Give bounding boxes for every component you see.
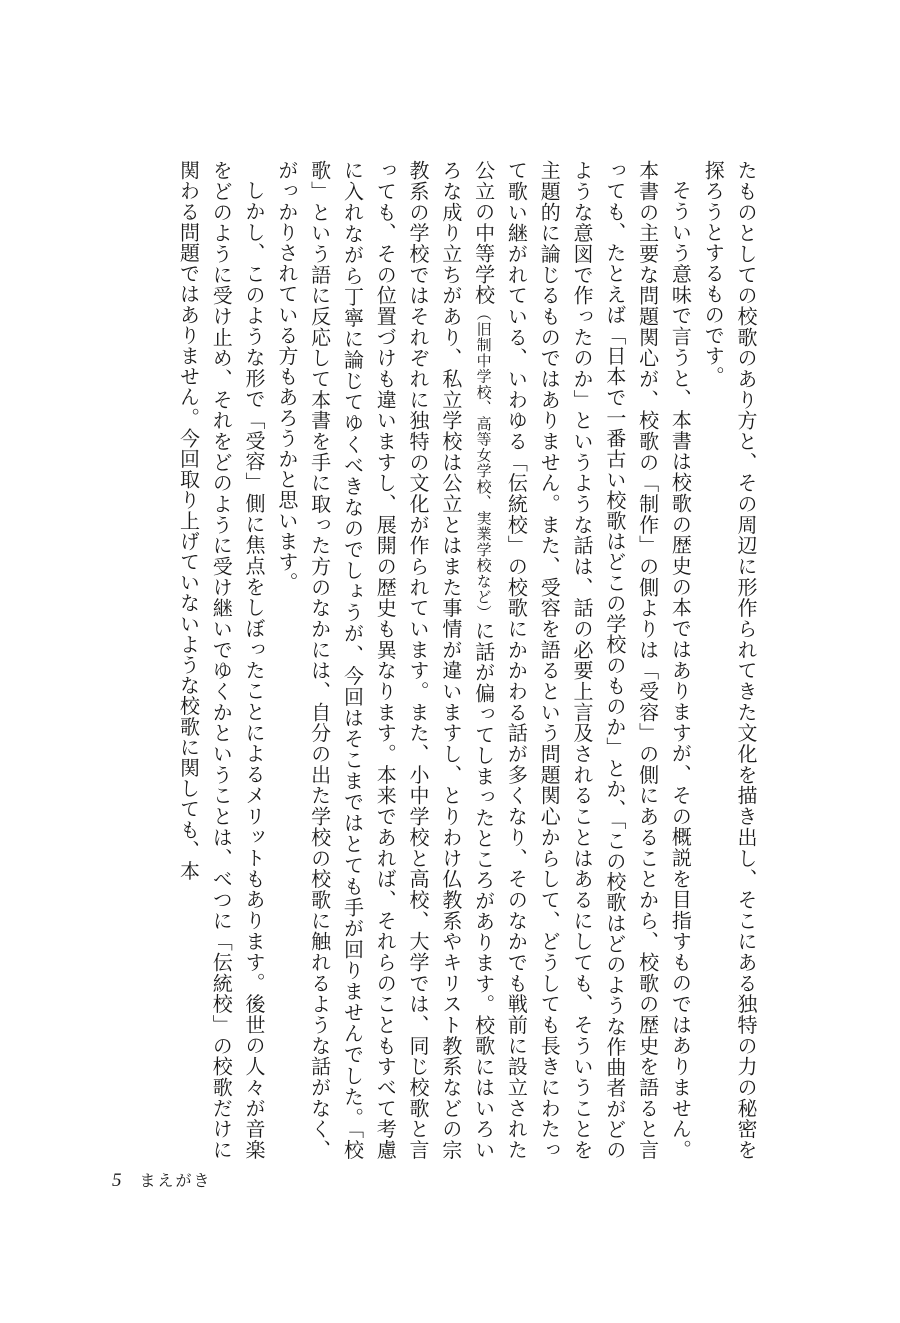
body-text: [122, 160, 762, 1160]
paragraph: しかし、このような形で「受容」側に焦点をしぼったことによるメリットもあります。後世の人々が音楽をどのように受け止め、それをどのように受け継いでゆくかということは、べつに「伝統校」の校歌だけに関わる問題ではありません。今回取り上げていないような校歌に関しても、本: [176, 160, 267, 1160]
paragraph-continued: たものとしての校歌のあり方と、その周辺に形作られてきた文化を描き出し、そこにある独特の力の秘密を探ろうとするものです。: [701, 160, 758, 1160]
paragraph: [270, 160, 696, 1160]
paragraph-text: そういう意味で言うと、本書は校歌の歴史の本ではありますが、その概説を目指すものではありません。本書の主要な問題関心が、校歌の「制作」の側よりは「受容」の側にあることから、校歌の歴史を語ると言っても、たとえば「日本で一番古い校歌はどこの学校のものか」とか、「この校歌はどのような作曲者がどのような意図で作ったのか」というような話は、話の必要上言及されることはあるにしても、そういうことを主題的に論じるものではありません。また、受容を語るという問題関心からして、どうしても長きにわたって歌い継がれている、いわゆる「伝統校」の校歌にかかわる話が多くなり、そのなかでも戦前に設立された公立の中等学校: [471, 160, 693, 1160]
page-footer: [112, 1168, 212, 1192]
running-head: まえがき: [139, 1171, 212, 1190]
parenthetical-note: （旧制中学校、高等女学校、実業学校など）: [474, 305, 493, 621]
paragraph-text-rest: に話が偏ってしまったところがあります。校歌にはいろいろな成り立ちがあり、私立学校は公立とはまた事情が違いますし、とりわけ仏教系やキリスト教系などの宗教系の学校ではそれぞれに独特の文化が作られています。また、小中学校と高校、大学では、同じ校歌と言っても、その位置づけも違いますし、展開の歴史も異なります。本来であれば、それらのこともすべて考慮に入れながら丁寧に論じてゆくべきなのでしょうが、今回はそこまではとても手が回りませんでした。「校歌」という語に反応して本書を手に取った方のなかには、自分の出た学校の校歌に触れるような話がなく、がっかりされている方もあろうかと思います。: [274, 160, 496, 1161]
page-number: 5: [112, 1170, 122, 1191]
